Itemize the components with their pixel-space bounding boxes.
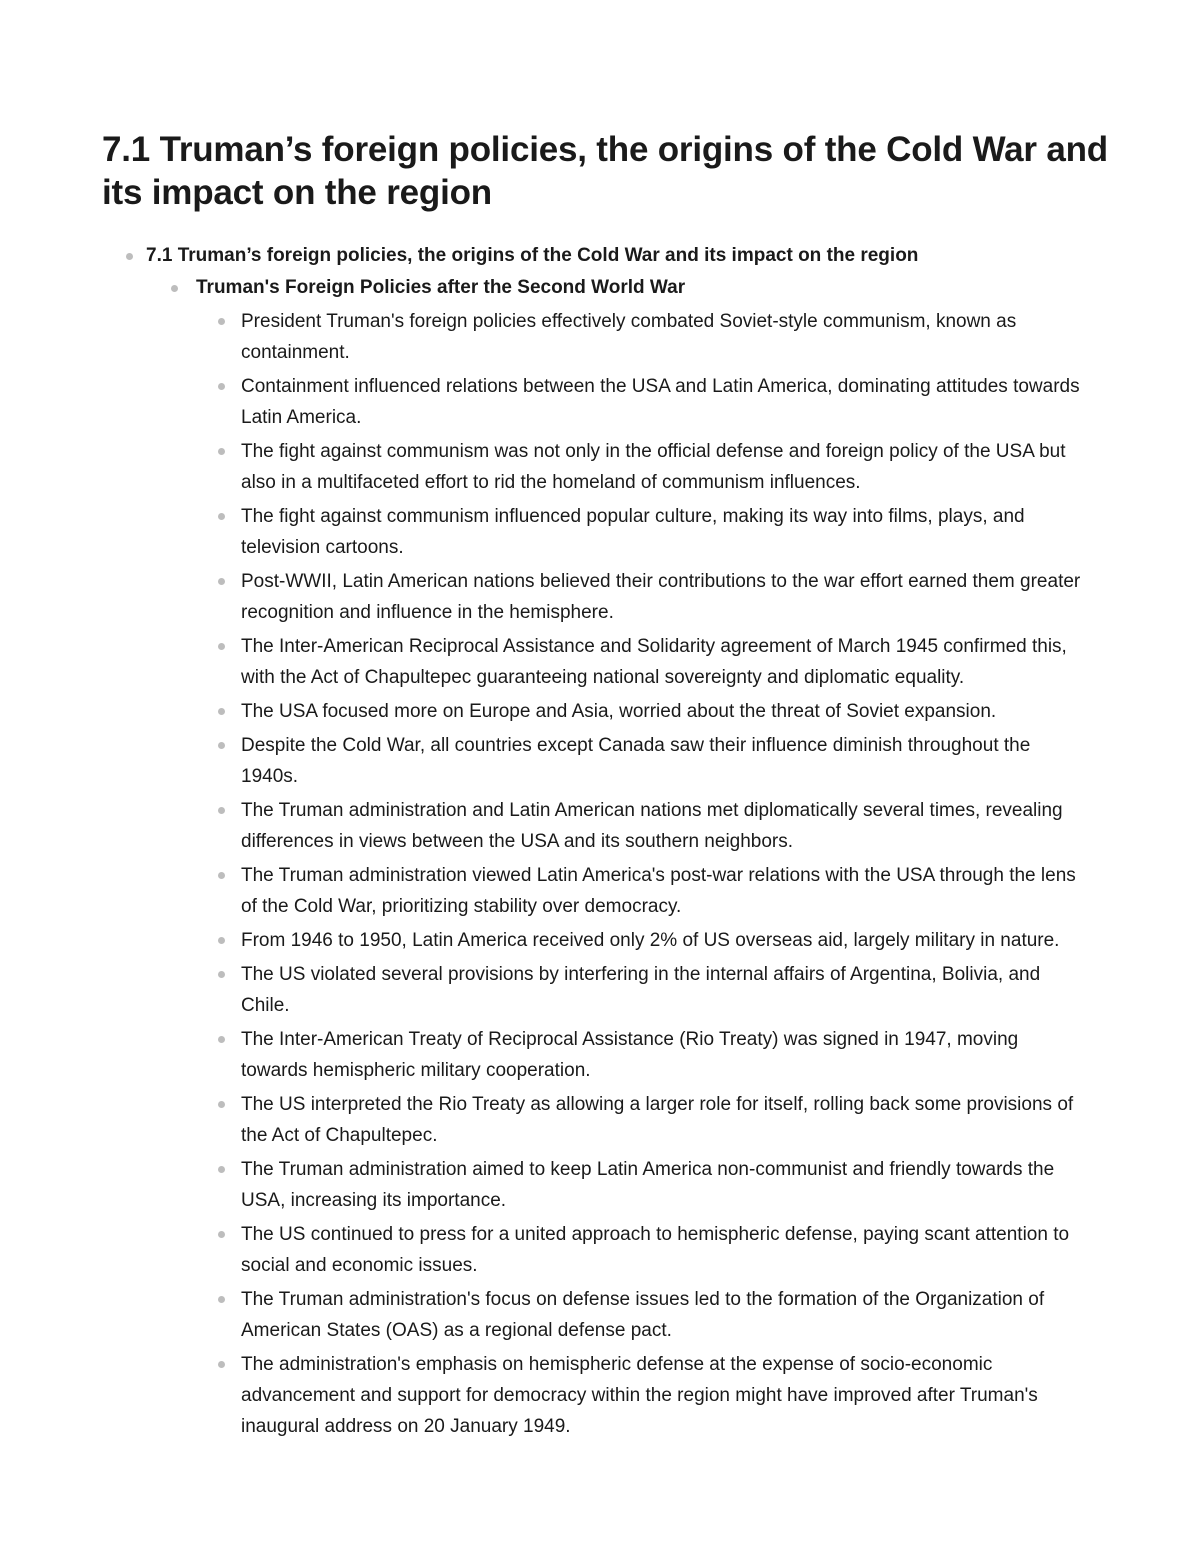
point-text: The Inter-American Reciprocal Assistance and Solidarity agreement of March 1945 confirmed this, with the Act of Chapultepec guaranteeing national sovereignty and diplomatic equality. (241, 636, 1067, 688)
list-item (217, 501, 1083, 563)
point-text: The Truman administration viewed Latin America's post-war relations with the USA through the lens of the Cold War, prioritizing stability over democracy. (241, 865, 1076, 917)
bullet-dot-icon (218, 708, 225, 715)
list-item (217, 436, 1083, 498)
list-item (217, 696, 1083, 727)
list-item (217, 959, 1083, 1021)
list-item (217, 1154, 1083, 1216)
section-heading: Truman's Foreign Policies after the Second World War (196, 277, 686, 298)
point-text: President Truman's foreign policies effectively combated Soviet-style communism, known as containment. (241, 311, 1017, 363)
point-text: The Inter-American Treaty of Reciprocal Assistance (Rio Treaty) was signed in 1947, moving towards hemispheric military cooperation. (241, 1029, 1019, 1081)
point-text: The fight against communism was not only in the official defense and foreign policy of the USA but also in a multifaceted effort to rid the homeland of communism influences. (241, 441, 1066, 493)
outline-item-level2 (171, 274, 1106, 1442)
bullet-dot-icon (218, 937, 225, 944)
list-item (217, 631, 1083, 693)
bullet-dot-icon (218, 383, 225, 390)
point-text: The USA focused more on Europe and Asia, worried about the threat of Soviet expansion. (241, 701, 997, 722)
list-item (217, 566, 1083, 628)
point-text: The Truman administration and Latin American nations met diplomatically several times, revealing differences in views between the USA and its southern neighbors. (241, 800, 1063, 852)
list-item (217, 1284, 1083, 1346)
outline-item-level1 (126, 242, 1106, 1442)
list-item (217, 795, 1083, 857)
bullet-dot-icon (218, 513, 225, 520)
point-text: The US continued to press for a united approach to hemispheric defense, paying scant attention to social and economic issues. (241, 1224, 1070, 1276)
bullet-dot-icon (126, 253, 133, 260)
list-item (217, 306, 1083, 368)
bullet-dot-icon (218, 318, 225, 325)
list-item (217, 860, 1083, 922)
outline-heading: 7.1 Truman’s foreign policies, the origins of the Cold War and its impact on the region (146, 245, 919, 266)
document-title: 7.1 Truman’s foreign policies, the origins of the Cold War and its impact on the region (102, 130, 1108, 212)
bullet-dot-icon (218, 872, 225, 879)
point-text: Containment influenced relations between the USA and Latin America, dominating attitudes towards Latin America. (241, 376, 1080, 428)
bullet-dot-icon (218, 643, 225, 650)
list-item (217, 1089, 1083, 1151)
point-text: The administration's emphasis on hemispheric defense at the expense of socio-economic advancement and support for democracy within the region might have improved after Truman's inaugural address on 20 January 1949. (241, 1354, 1038, 1437)
point-text: From 1946 to 1950, Latin America received only 2% of US overseas aid, largely military in nature. (241, 930, 1060, 951)
point-text: The Truman administration's focus on defense issues led to the formation of the Organization of American States (OAS) as a regional defense pact. (241, 1289, 1045, 1341)
section-list (171, 274, 1106, 1442)
bullet-dot-icon (218, 1166, 225, 1173)
bullet-dot-icon (218, 1361, 225, 1368)
bullet-dot-icon (218, 1036, 225, 1043)
point-text: The US interpreted the Rio Treaty as allowing a larger role for itself, rolling back some provisions of the Act of Chapultepec. (241, 1094, 1074, 1146)
outline-list (126, 242, 1106, 1445)
bullet-dot-icon (218, 1231, 225, 1238)
point-text: Post-WWII, Latin American nations believed their contributions to the war effort earned them greater recognition and influence in the hemisphere. (241, 571, 1081, 623)
point-text: The US violated several provisions by interfering in the internal affairs of Argentina, Bolivia, and Chile. (241, 964, 1041, 1016)
bullet-dot-icon (171, 285, 178, 292)
point-text: The fight against communism influenced popular culture, making its way into films, plays, and television cartoons. (241, 506, 1025, 558)
point-text: Despite the Cold War, all countries except Canada saw their influence diminish throughout the 1940s. (241, 735, 1031, 787)
list-item (217, 1219, 1083, 1281)
bullet-dot-icon (218, 1296, 225, 1303)
bullet-dot-icon (218, 742, 225, 749)
points-list (217, 306, 1083, 1442)
point-text: The Truman administration aimed to keep Latin America non-communist and friendly towards the USA, increasing its importance. (241, 1159, 1055, 1211)
bullet-dot-icon (218, 578, 225, 585)
bullet-dot-icon (218, 1101, 225, 1108)
list-item (217, 371, 1083, 433)
list-item (217, 1024, 1083, 1086)
bullet-dot-icon (218, 448, 225, 455)
bullet-dot-icon (218, 807, 225, 814)
list-item (217, 1349, 1083, 1442)
bullet-dot-icon (218, 971, 225, 978)
list-item (217, 730, 1083, 792)
list-item (217, 925, 1083, 956)
